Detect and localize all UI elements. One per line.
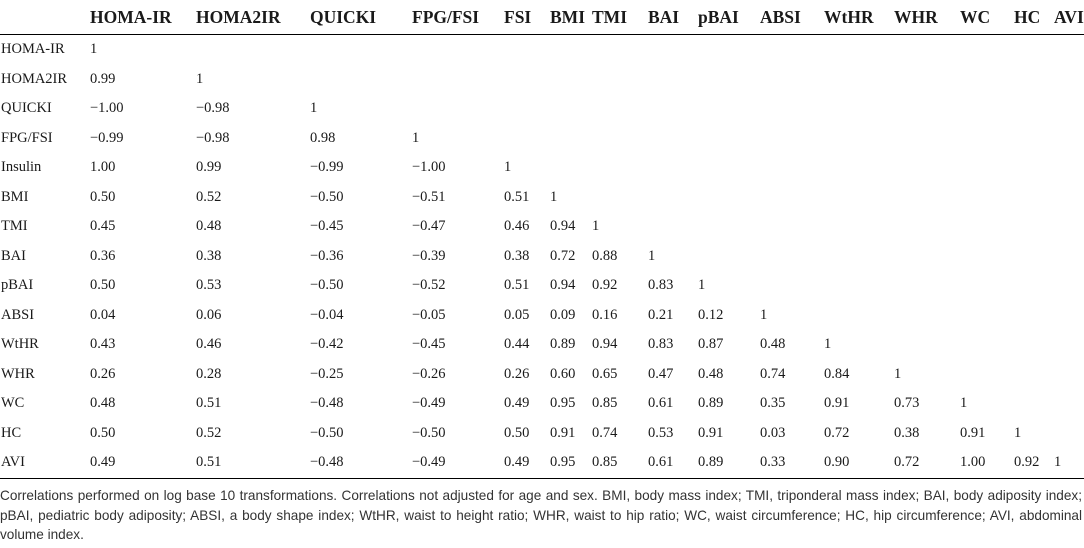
table-cell: 1 — [960, 395, 968, 412]
empty-cell — [960, 360, 1014, 390]
table-cell: 0.48 — [196, 218, 222, 235]
empty-cell — [894, 183, 960, 213]
table-cell: 0.53 — [196, 277, 222, 294]
column-header-quicki: QUICKI — [310, 0, 412, 35]
table-cell: 0.16 — [592, 306, 618, 323]
row-label: WC — [1, 395, 25, 412]
table-cell: 0.91 — [824, 395, 850, 412]
empty-cell — [824, 183, 894, 213]
table-row — [0, 419, 1084, 449]
table-cell: −0.36 — [310, 247, 344, 264]
table-cell: 0.94 — [592, 336, 618, 353]
table-cell: 0.51 — [504, 277, 530, 294]
table-cell: 0.38 — [504, 247, 530, 264]
table-cell: 0.46 — [504, 218, 530, 235]
column-header-wthr: WtHR — [824, 0, 894, 35]
empty-cell — [1014, 360, 1054, 390]
table-cell: −0.98 — [196, 100, 230, 117]
row-label: BAI — [1, 247, 26, 264]
empty-cell — [1014, 153, 1054, 183]
table-row — [0, 448, 1084, 478]
column-header-bmi: BMI — [550, 0, 592, 35]
table-cell: 0.89 — [550, 336, 576, 353]
table-cell: 0.95 — [550, 395, 576, 412]
empty-cell — [648, 153, 698, 183]
header-row — [0, 0, 1084, 35]
empty-cell — [824, 301, 894, 331]
table-cell: 0.43 — [90, 336, 116, 353]
table-cell: 0.50 — [90, 277, 116, 294]
table-cell: 0.28 — [196, 365, 222, 382]
table-cell: −1.00 — [90, 100, 124, 117]
table-cell: 0.88 — [592, 247, 618, 264]
empty-cell — [310, 65, 412, 95]
table-header — [0, 0, 1084, 35]
empty-cell — [894, 330, 960, 360]
column-header-wc: WC — [960, 0, 1014, 35]
empty-cell — [760, 65, 824, 95]
empty-cell — [894, 301, 960, 331]
empty-cell — [1054, 360, 1084, 390]
table-cell: 1 — [504, 159, 512, 176]
empty-cell — [550, 124, 592, 154]
corner-cell — [0, 0, 90, 35]
empty-cell — [824, 212, 894, 242]
empty-cell — [698, 94, 760, 124]
empty-cell — [550, 35, 592, 65]
row-label: HC — [1, 424, 22, 441]
row-label: TMI — [1, 218, 28, 235]
empty-cell — [894, 271, 960, 301]
empty-cell — [894, 153, 960, 183]
table-cell: 0.26 — [504, 365, 530, 382]
row-label: WtHR — [1, 336, 39, 353]
empty-cell — [894, 94, 960, 124]
table-row — [0, 301, 1084, 331]
table-cell: 0.87 — [698, 336, 724, 353]
column-header-homa2ir: HOMA2IR — [196, 0, 310, 35]
row-label: AVI — [0, 448, 90, 478]
empty-cell — [1014, 389, 1054, 419]
table-cell: 0.65 — [592, 365, 618, 382]
table-cell: 0.60 — [550, 365, 576, 382]
empty-cell — [1054, 94, 1084, 124]
empty-cell — [592, 35, 648, 65]
empty-cell — [824, 65, 894, 95]
column-header-absi: ABSI — [760, 0, 824, 35]
table-cell: 0.48 — [90, 395, 116, 412]
table-cell: 0.83 — [648, 277, 674, 294]
table-cell: −0.39 — [412, 247, 446, 264]
table-cell: −0.45 — [310, 218, 344, 235]
empty-cell — [960, 301, 1014, 331]
empty-cell — [1054, 301, 1084, 331]
column-header-hc: HC — [1014, 0, 1054, 35]
empty-cell — [504, 65, 550, 95]
empty-cell — [698, 183, 760, 213]
table-cell: 0.51 — [196, 448, 310, 478]
table-cell: 1 — [894, 365, 902, 382]
empty-cell — [648, 94, 698, 124]
table-row — [0, 65, 1084, 95]
empty-cell — [504, 94, 550, 124]
empty-cell — [1014, 124, 1054, 154]
empty-cell — [894, 212, 960, 242]
table-cell: −0.26 — [412, 365, 446, 382]
table-cell: 1 — [90, 41, 98, 58]
empty-cell — [1054, 242, 1084, 272]
table-cell: 0.98 — [310, 129, 336, 146]
empty-cell — [504, 35, 550, 65]
table-cell: 0.91 — [550, 424, 576, 441]
table-cell: 0.49 — [504, 395, 530, 412]
table-cell: 0.92 — [1014, 448, 1054, 478]
empty-cell — [960, 271, 1014, 301]
empty-cell — [550, 153, 592, 183]
table-row — [0, 271, 1084, 301]
table-cell: 0.89 — [698, 448, 760, 478]
column-header-bai: BAI — [648, 0, 698, 35]
table-cell: 0.48 — [760, 336, 786, 353]
table-cell: 1 — [310, 100, 318, 117]
table-cell: −0.45 — [412, 336, 446, 353]
empty-cell — [824, 242, 894, 272]
empty-cell — [504, 124, 550, 154]
table-cell: 0.12 — [698, 306, 724, 323]
table-cell: −0.05 — [412, 306, 446, 323]
empty-cell — [648, 124, 698, 154]
table-cell: −0.42 — [310, 336, 344, 353]
table-cell: 0.03 — [760, 424, 786, 441]
table-row — [0, 389, 1084, 419]
table-cell: 0.90 — [824, 448, 894, 478]
empty-cell — [960, 183, 1014, 213]
empty-cell — [960, 242, 1014, 272]
table-cell: 0.52 — [196, 188, 222, 205]
empty-cell — [760, 183, 824, 213]
table-cell: 0.61 — [648, 448, 698, 478]
table-cell: 0.09 — [550, 306, 576, 323]
empty-cell — [592, 124, 648, 154]
column-header-tmi: TMI — [592, 0, 648, 35]
table-cell: 0.72 — [550, 247, 576, 264]
empty-cell — [1054, 183, 1084, 213]
empty-cell — [1014, 242, 1054, 272]
table-cell: 0.51 — [504, 188, 530, 205]
table-footnote: Correlations performed on log base 10 transformations. Correlations not adjusted for age and sex. BMI, body mass index; TMI, triponderal mass index; BAI, body adiposity index; pBAI, pediatric body adiposity; ABSI, a body shape index; WtHR, waist to height ratio; WHR, waist to hip ratio; WC, waist circumference; HC, hip circumference; AVI, abdominal volume index. — [0, 488, 1082, 542]
column-header-whr: WHR — [894, 0, 960, 35]
table-cell: −0.51 — [412, 188, 446, 205]
row-label: HOMA-IR — [1, 41, 65, 58]
table-cell: 0.36 — [90, 247, 116, 264]
table-cell: −0.50 — [310, 424, 344, 441]
empty-cell — [1014, 330, 1054, 360]
table-cell: 0.04 — [90, 306, 116, 323]
empty-cell — [894, 35, 960, 65]
table-row — [0, 212, 1084, 242]
empty-cell — [1014, 212, 1054, 242]
empty-cell — [960, 330, 1014, 360]
table-cell: 0.33 — [760, 448, 824, 478]
table-cell: 0.52 — [196, 424, 222, 441]
table-cell: 1 — [550, 188, 558, 205]
table-cell: 0.92 — [592, 277, 618, 294]
row-label: pBAI — [1, 277, 34, 294]
empty-cell — [824, 124, 894, 154]
table-cell: 0.74 — [592, 424, 618, 441]
empty-cell — [592, 183, 648, 213]
table-cell: 0.26 — [90, 365, 116, 382]
empty-cell — [824, 94, 894, 124]
table-cell: 1 — [412, 129, 420, 146]
empty-cell — [698, 153, 760, 183]
empty-cell — [698, 212, 760, 242]
table-cell: 1 — [824, 336, 832, 353]
empty-cell — [1014, 301, 1054, 331]
empty-cell — [310, 35, 412, 65]
empty-cell — [760, 242, 824, 272]
empty-cell — [592, 94, 648, 124]
table-cell: 0.91 — [698, 424, 724, 441]
table-cell: 0.48 — [698, 365, 724, 382]
empty-cell — [412, 35, 504, 65]
empty-cell — [1054, 330, 1084, 360]
table-row — [0, 330, 1084, 360]
row-label: HOMA2IR — [1, 70, 68, 87]
empty-cell — [592, 153, 648, 183]
table-cell: 0.73 — [894, 395, 920, 412]
empty-cell — [648, 183, 698, 213]
empty-cell — [1014, 183, 1054, 213]
empty-cell — [894, 65, 960, 95]
table-row — [0, 242, 1084, 272]
empty-cell — [196, 35, 310, 65]
empty-cell — [698, 65, 760, 95]
empty-cell — [960, 94, 1014, 124]
table-row — [0, 153, 1084, 183]
table-cell: −0.99 — [310, 159, 344, 176]
table-cell: 1 — [196, 70, 204, 87]
table-cell: 1 — [648, 247, 656, 264]
table-cell: 0.38 — [196, 247, 222, 264]
empty-cell — [960, 65, 1014, 95]
table-cell: 0.91 — [960, 424, 986, 441]
table-cell: 0.50 — [90, 424, 116, 441]
table-row — [0, 94, 1084, 124]
empty-cell — [1054, 389, 1084, 419]
table-cell: 0.95 — [550, 448, 592, 478]
empty-cell — [698, 35, 760, 65]
table-cell: 0.61 — [648, 395, 674, 412]
table-cell: 0.45 — [90, 218, 116, 235]
empty-cell — [1014, 35, 1054, 65]
table-cell: −0.50 — [310, 277, 344, 294]
table-cell: 0.21 — [648, 306, 674, 323]
table-cell: 0.94 — [550, 277, 576, 294]
table-cell: 0.94 — [550, 218, 576, 235]
empty-cell — [1054, 153, 1084, 183]
empty-cell — [824, 271, 894, 301]
empty-cell — [824, 153, 894, 183]
empty-cell — [760, 94, 824, 124]
empty-cell — [550, 94, 592, 124]
empty-cell — [1014, 94, 1054, 124]
table-cell: 0.47 — [648, 365, 674, 382]
table-cell: 0.99 — [196, 159, 222, 176]
table-cell: 0.74 — [760, 365, 786, 382]
empty-cell — [960, 35, 1014, 65]
empty-cell — [824, 35, 894, 65]
table-cell: 0.51 — [196, 395, 222, 412]
empty-cell — [592, 65, 648, 95]
table-cell: −0.48 — [310, 448, 412, 478]
table-cell: 1 — [760, 306, 768, 323]
table-cell: −0.47 — [412, 218, 446, 235]
empty-cell — [1054, 271, 1084, 301]
table-cell: 0.83 — [648, 336, 674, 353]
table-cell: 1 — [698, 277, 706, 294]
table-cell: −0.50 — [412, 424, 446, 441]
table-cell: −0.25 — [310, 365, 344, 382]
empty-cell — [648, 65, 698, 95]
empty-cell — [1054, 35, 1084, 65]
table-cell: 0.35 — [760, 395, 786, 412]
table-cell: 0.46 — [196, 336, 222, 353]
empty-cell — [760, 35, 824, 65]
table-cell: 0.85 — [592, 395, 618, 412]
table-cell: 0.50 — [90, 188, 116, 205]
empty-cell — [960, 212, 1014, 242]
table-cell: −0.52 — [412, 277, 446, 294]
row-label: WHR — [1, 365, 35, 382]
column-header-pbai: pBAI — [698, 0, 760, 35]
row-label: ABSI — [1, 306, 35, 323]
empty-cell — [1014, 65, 1054, 95]
table-body — [0, 35, 1084, 479]
empty-cell — [1054, 124, 1084, 154]
table-cell: 1.00 — [90, 159, 116, 176]
empty-cell — [648, 35, 698, 65]
table-cell: 0.44 — [504, 336, 530, 353]
column-header-avi: AVI — [1054, 0, 1084, 35]
row-label: QUICKI — [1, 100, 52, 117]
empty-cell — [894, 242, 960, 272]
table-cell: 0.72 — [894, 448, 960, 478]
row-label: FPG/FSI — [1, 129, 53, 146]
empty-cell — [760, 124, 824, 154]
empty-cell — [412, 94, 504, 124]
column-header-fpg-fsi: FPG/FSI — [412, 0, 504, 35]
table-cell: 0.38 — [894, 424, 920, 441]
empty-cell — [760, 212, 824, 242]
table-cell: 0.06 — [196, 306, 222, 323]
table-cell: 0.99 — [90, 70, 116, 87]
empty-cell — [550, 65, 592, 95]
row-label: BMI — [1, 188, 29, 205]
table-cell: −0.49 — [412, 395, 446, 412]
table-row — [0, 360, 1084, 390]
table-cell: 0.89 — [698, 395, 724, 412]
table-cell: 0.49 — [504, 448, 550, 478]
table-cell: −0.48 — [310, 395, 344, 412]
table-cell: 0.05 — [504, 306, 530, 323]
table-cell: −0.50 — [310, 188, 344, 205]
table-cell: 1 — [1014, 424, 1022, 441]
empty-cell — [894, 124, 960, 154]
table-cell: 0.85 — [592, 448, 648, 478]
table-cell: −0.04 — [310, 306, 344, 323]
table-cell: 0.49 — [90, 448, 196, 478]
table-cell: −0.99 — [90, 129, 124, 146]
empty-cell — [1054, 65, 1084, 95]
table-cell: 0.53 — [648, 424, 674, 441]
row-label: Insulin — [1, 159, 42, 176]
empty-cell — [760, 153, 824, 183]
empty-cell — [1014, 271, 1054, 301]
table-cell: 0.50 — [504, 424, 530, 441]
empty-cell — [1054, 419, 1084, 449]
empty-cell — [960, 153, 1014, 183]
table-cell: −0.98 — [196, 129, 230, 146]
empty-cell — [648, 212, 698, 242]
table-row — [0, 183, 1084, 213]
table-cell: 1 — [592, 218, 600, 235]
table-cell: 1.00 — [960, 448, 1014, 478]
table-cell: 0.84 — [824, 365, 850, 382]
column-header-homa-ir: HOMA-IR — [90, 0, 196, 35]
empty-cell — [1054, 212, 1084, 242]
table-cell: −0.49 — [412, 448, 504, 478]
column-header-fsi: FSI — [504, 0, 550, 35]
table-cell: 0.72 — [824, 424, 850, 441]
table-row — [0, 35, 1084, 65]
empty-cell — [760, 271, 824, 301]
empty-cell — [412, 65, 504, 95]
table-cell: −1.00 — [412, 159, 446, 176]
empty-cell — [698, 242, 760, 272]
table-cell: 1 — [1054, 448, 1084, 478]
empty-cell — [698, 124, 760, 154]
table-row — [0, 124, 1084, 154]
empty-cell — [960, 124, 1014, 154]
